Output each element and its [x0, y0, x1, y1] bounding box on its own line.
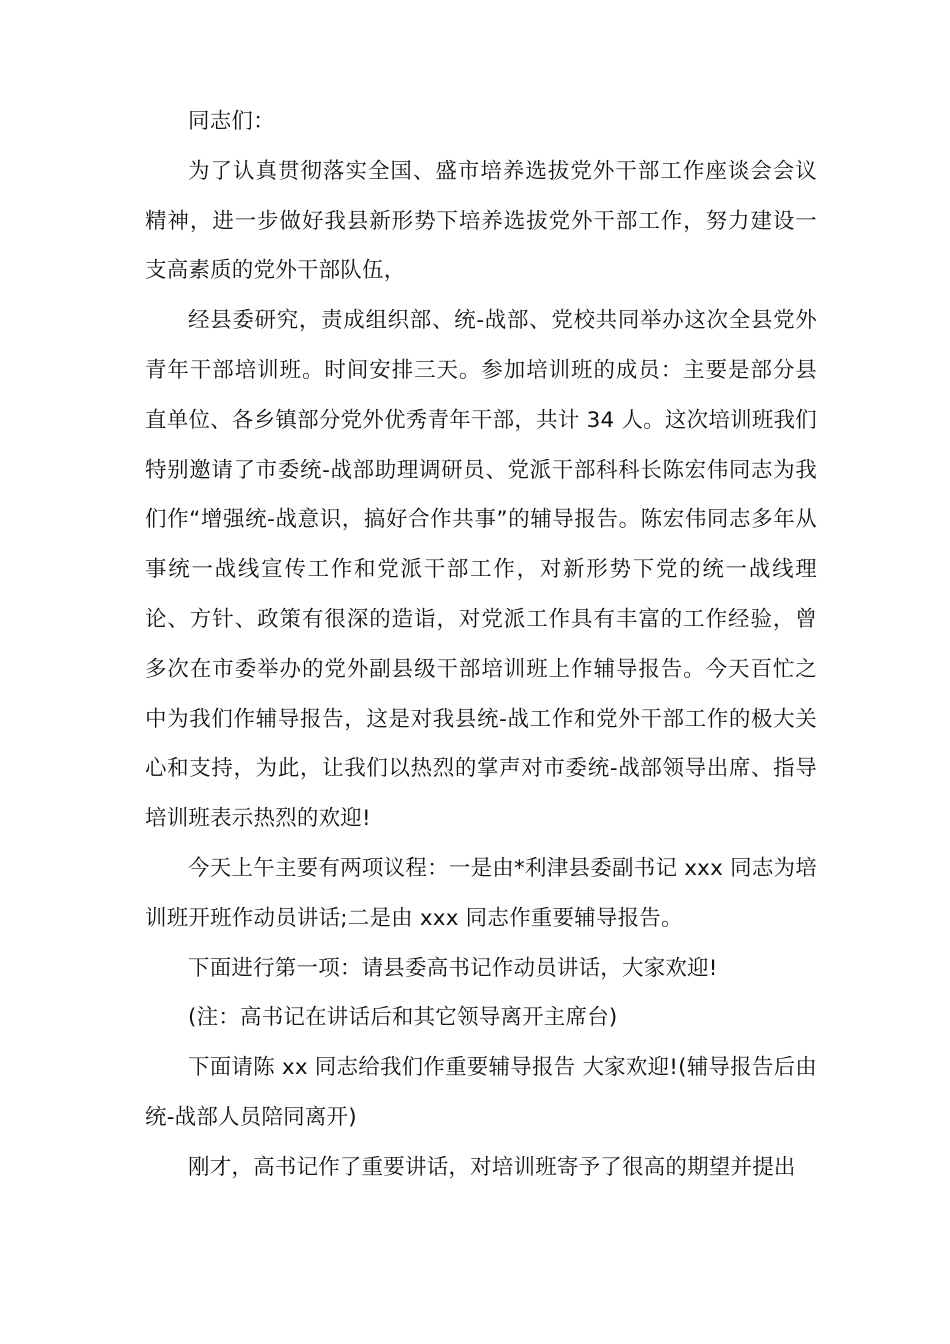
- paragraph-agenda: 今天上午主要有两项议程：一是由*利津县委副书记 xxx 同志为培训班开班作动员讲话;二是由 xxx 同志作重要辅导报告。: [145, 855, 817, 931]
- paragraph-closing: 刚才，高书记作了重要讲话，对培训班寄予了很高的期望并提出: [188, 1154, 796, 1180]
- paragraph-purpose: 为了认真贯彻落实全国、盛市培养选拔党外干部工作座谈会会议精神，进一步做好我县新形势下培养选拔党外干部工作，努力建设一支高素质的党外干部队伍，: [145, 158, 817, 284]
- paragraph-note: (注：高书记在讲话后和其它领导离开主席台): [188, 1005, 618, 1031]
- document-body: [145, 97, 817, 1193]
- paragraph-training-intro: 经县委研究，责成组织部、统-战部、党校共同举办这次全县党外青年干部培训班。时间安排三天。参加培训班的成员：主要是部分县直单位、各乡镇部分党外优秀青年干部，共计 34 人。这次培训班我们特别邀请了市委统-战部助理调研员、党派干部科科长陈宏伟同志为我们作“增强统-战意识，搞好合作共事”的辅导报告。陈宏伟同志多年从事统一战线宣传工作和党派干部工作，对新形势下党的统一战线理论、方针、政策有很深的造诣，对党派工作具有丰富的工作经验，曾多次在市委举办的党外副县级干部培训班上作辅导报告。今天百忙之中为我们作辅导报告，这是对我县统-战工作和党外干部工作的极大关心和支持，为此，让我们以热烈的掌声对市委统-战部领导出席、指导培训班表示热烈的欢迎!: [145, 308, 817, 832]
- paragraph-salutation: 同志们：: [188, 109, 275, 134]
- paragraph-second-item: 下面请陈 xx 同志给我们作重要辅导报告 大家欢迎!(辅导报告后由统-战部人员陪同离开): [145, 1055, 817, 1130]
- paragraph-first-item: 下面进行第一项：请县委高书记作动员讲话，大家欢迎!: [188, 955, 718, 981]
